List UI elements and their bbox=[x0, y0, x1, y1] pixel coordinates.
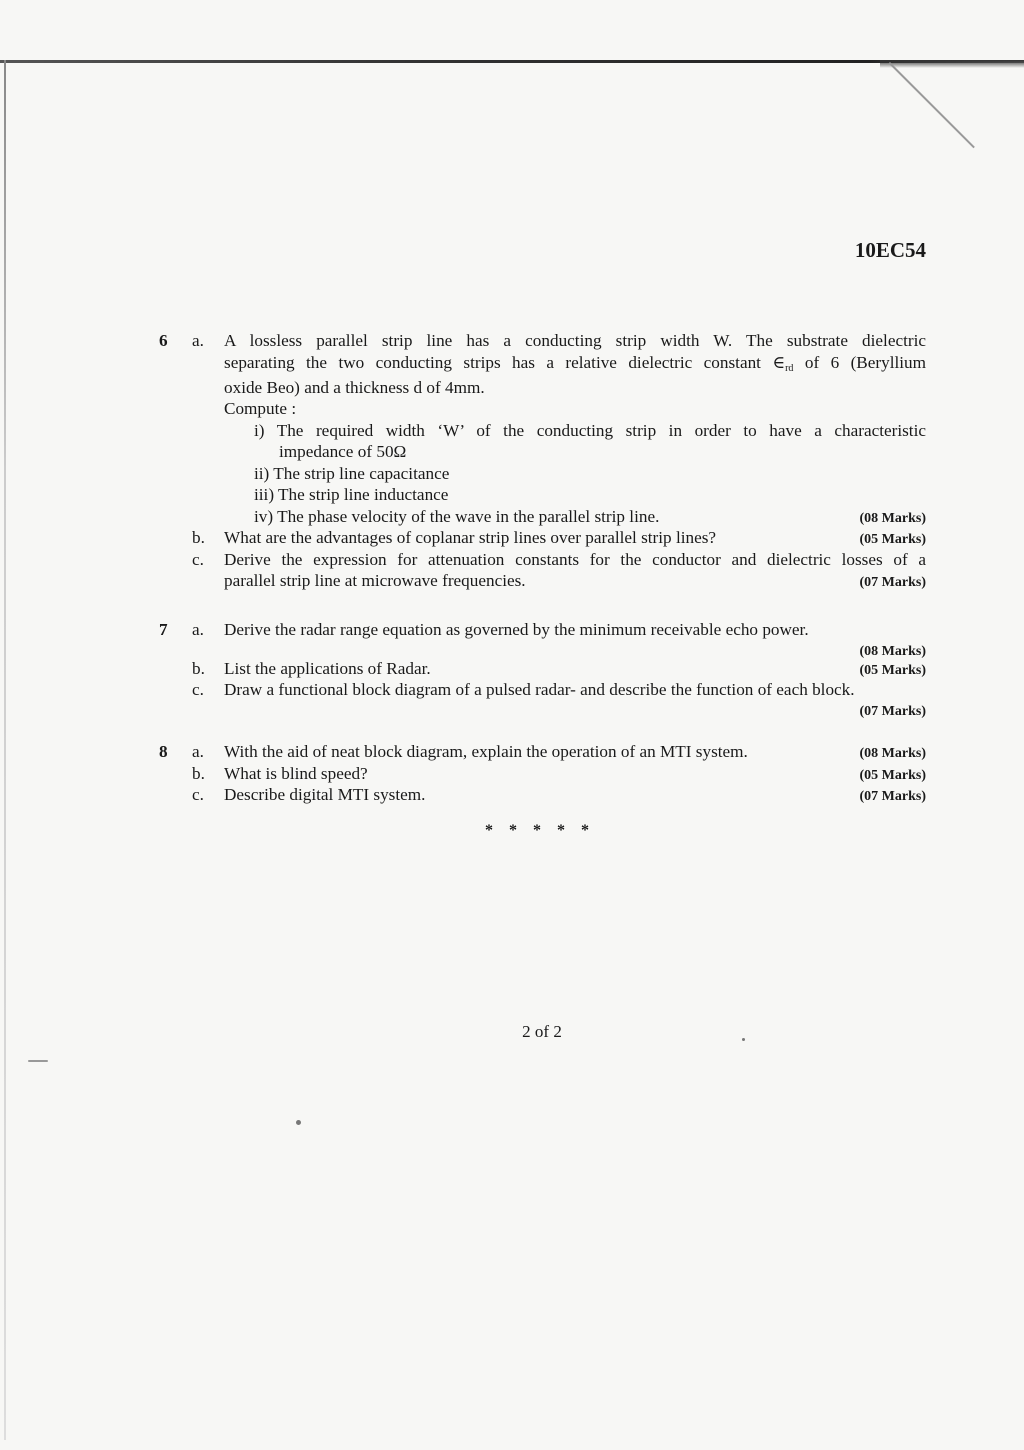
q6a-line-1 bbox=[0, 330, 1024, 352]
marks: (08 Marks) bbox=[859, 643, 926, 659]
part-label: a. bbox=[192, 620, 204, 639]
question-number: 7 bbox=[159, 620, 168, 639]
question-6 bbox=[0, 330, 1024, 592]
question-text: oxide Beo) and a thickness d of 4mm. bbox=[224, 378, 485, 397]
q6a-sub-iii bbox=[0, 484, 1024, 506]
marks: (05 Marks) bbox=[859, 767, 926, 783]
sub-question-i-cont: impedance of 50Ω bbox=[279, 442, 407, 461]
question-text: Draw a functional block diagram of a pulsed radar- and describe the function of each block. bbox=[224, 680, 855, 699]
part-label: b. bbox=[192, 528, 205, 547]
end-marker: * * * * * bbox=[485, 822, 595, 839]
q7a-marks-row bbox=[0, 641, 1024, 658]
marks: (05 Marks) bbox=[859, 532, 926, 547]
question-text: With the aid of neat block diagram, explain the operation of an MTI system. bbox=[224, 742, 748, 761]
q6a-sub-ii bbox=[0, 463, 1024, 485]
q8b bbox=[0, 763, 1024, 785]
scan-shadow bbox=[880, 60, 1024, 68]
part-label: a. bbox=[192, 331, 204, 350]
question-number: 8 bbox=[159, 742, 168, 761]
part-label: c. bbox=[192, 680, 204, 699]
scan-speck bbox=[28, 1060, 48, 1062]
marks: (08 Marks) bbox=[859, 746, 926, 761]
question-text: Describe digital MTI system. bbox=[224, 785, 426, 804]
marks: (05 Marks) bbox=[859, 662, 926, 678]
question-text-part: separating the two conducting strips has a relative dielectric constant ∈ bbox=[224, 352, 786, 372]
marks: (07 Marks) bbox=[859, 789, 926, 804]
question-text-part: of 6 (Beryllium bbox=[793, 352, 926, 372]
epsilon-subscript: rd bbox=[785, 362, 794, 374]
question-text: parallel strip line at microwave frequencies. bbox=[224, 571, 526, 590]
q7c-marks-row bbox=[0, 701, 1024, 718]
sub-question-ii: ii) The strip line capacitance bbox=[254, 463, 450, 483]
q8c bbox=[0, 784, 1024, 806]
part-label: c. bbox=[192, 549, 204, 569]
question-8 bbox=[0, 741, 1024, 806]
sub-question-i: i) The required width ‘W’ of the conducting strip in order to have a characteristic bbox=[254, 420, 926, 440]
q6c-line-1 bbox=[0, 549, 1024, 571]
q6b bbox=[0, 527, 1024, 549]
marks: (07 Marks) bbox=[859, 703, 926, 719]
q6a-sub-i bbox=[0, 420, 1024, 442]
scan-edge-top bbox=[0, 60, 1024, 63]
q6a-line-2 bbox=[0, 352, 1024, 374]
subject-code: 10EC54 bbox=[854, 238, 926, 262]
marks: (08 Marks) bbox=[859, 510, 926, 526]
q7c bbox=[0, 679, 1024, 701]
part-label: c. bbox=[192, 785, 204, 804]
part-label: a. bbox=[192, 742, 204, 761]
marks: (07 Marks) bbox=[859, 575, 926, 590]
q7b bbox=[0, 658, 1024, 680]
scan-speck bbox=[296, 1120, 301, 1125]
q6a-compute bbox=[0, 398, 1024, 420]
scan-crease bbox=[889, 62, 975, 148]
question-text: What is blind speed? bbox=[224, 763, 368, 783]
question-text: Derive the expression for attenuation constants for the conductor and dielectric losses of a bbox=[224, 549, 926, 569]
q6a-sub-i-cont bbox=[0, 441, 1024, 463]
q7a bbox=[0, 619, 1024, 641]
q8a bbox=[0, 741, 1024, 763]
question-7 bbox=[0, 619, 1024, 718]
question-text: A lossless parallel strip line has a conducting strip width W. The substrate dielectric bbox=[224, 331, 926, 350]
sub-question-iii: iii) The strip line inductance bbox=[254, 485, 449, 504]
q6a-sub-iv bbox=[0, 506, 1024, 528]
q6c-line-2 bbox=[0, 570, 1024, 592]
part-label: b. bbox=[192, 763, 205, 783]
question-number: 6 bbox=[159, 331, 168, 350]
question-text: Derive the radar range equation as governed by the minimum receivable echo power. bbox=[224, 620, 809, 639]
compute-label: Compute : bbox=[224, 399, 297, 418]
page-number: 2 of 2 bbox=[522, 1022, 562, 1041]
question-text: List the applications of Radar. bbox=[224, 658, 431, 678]
q6a-line-3 bbox=[0, 373, 1024, 398]
question-text: What are the advantages of coplanar strip lines over parallel strip lines? bbox=[224, 528, 717, 547]
part-label: b. bbox=[192, 658, 205, 678]
sub-question-iv: iv) The phase velocity of the wave in the parallel strip line. bbox=[254, 506, 660, 526]
